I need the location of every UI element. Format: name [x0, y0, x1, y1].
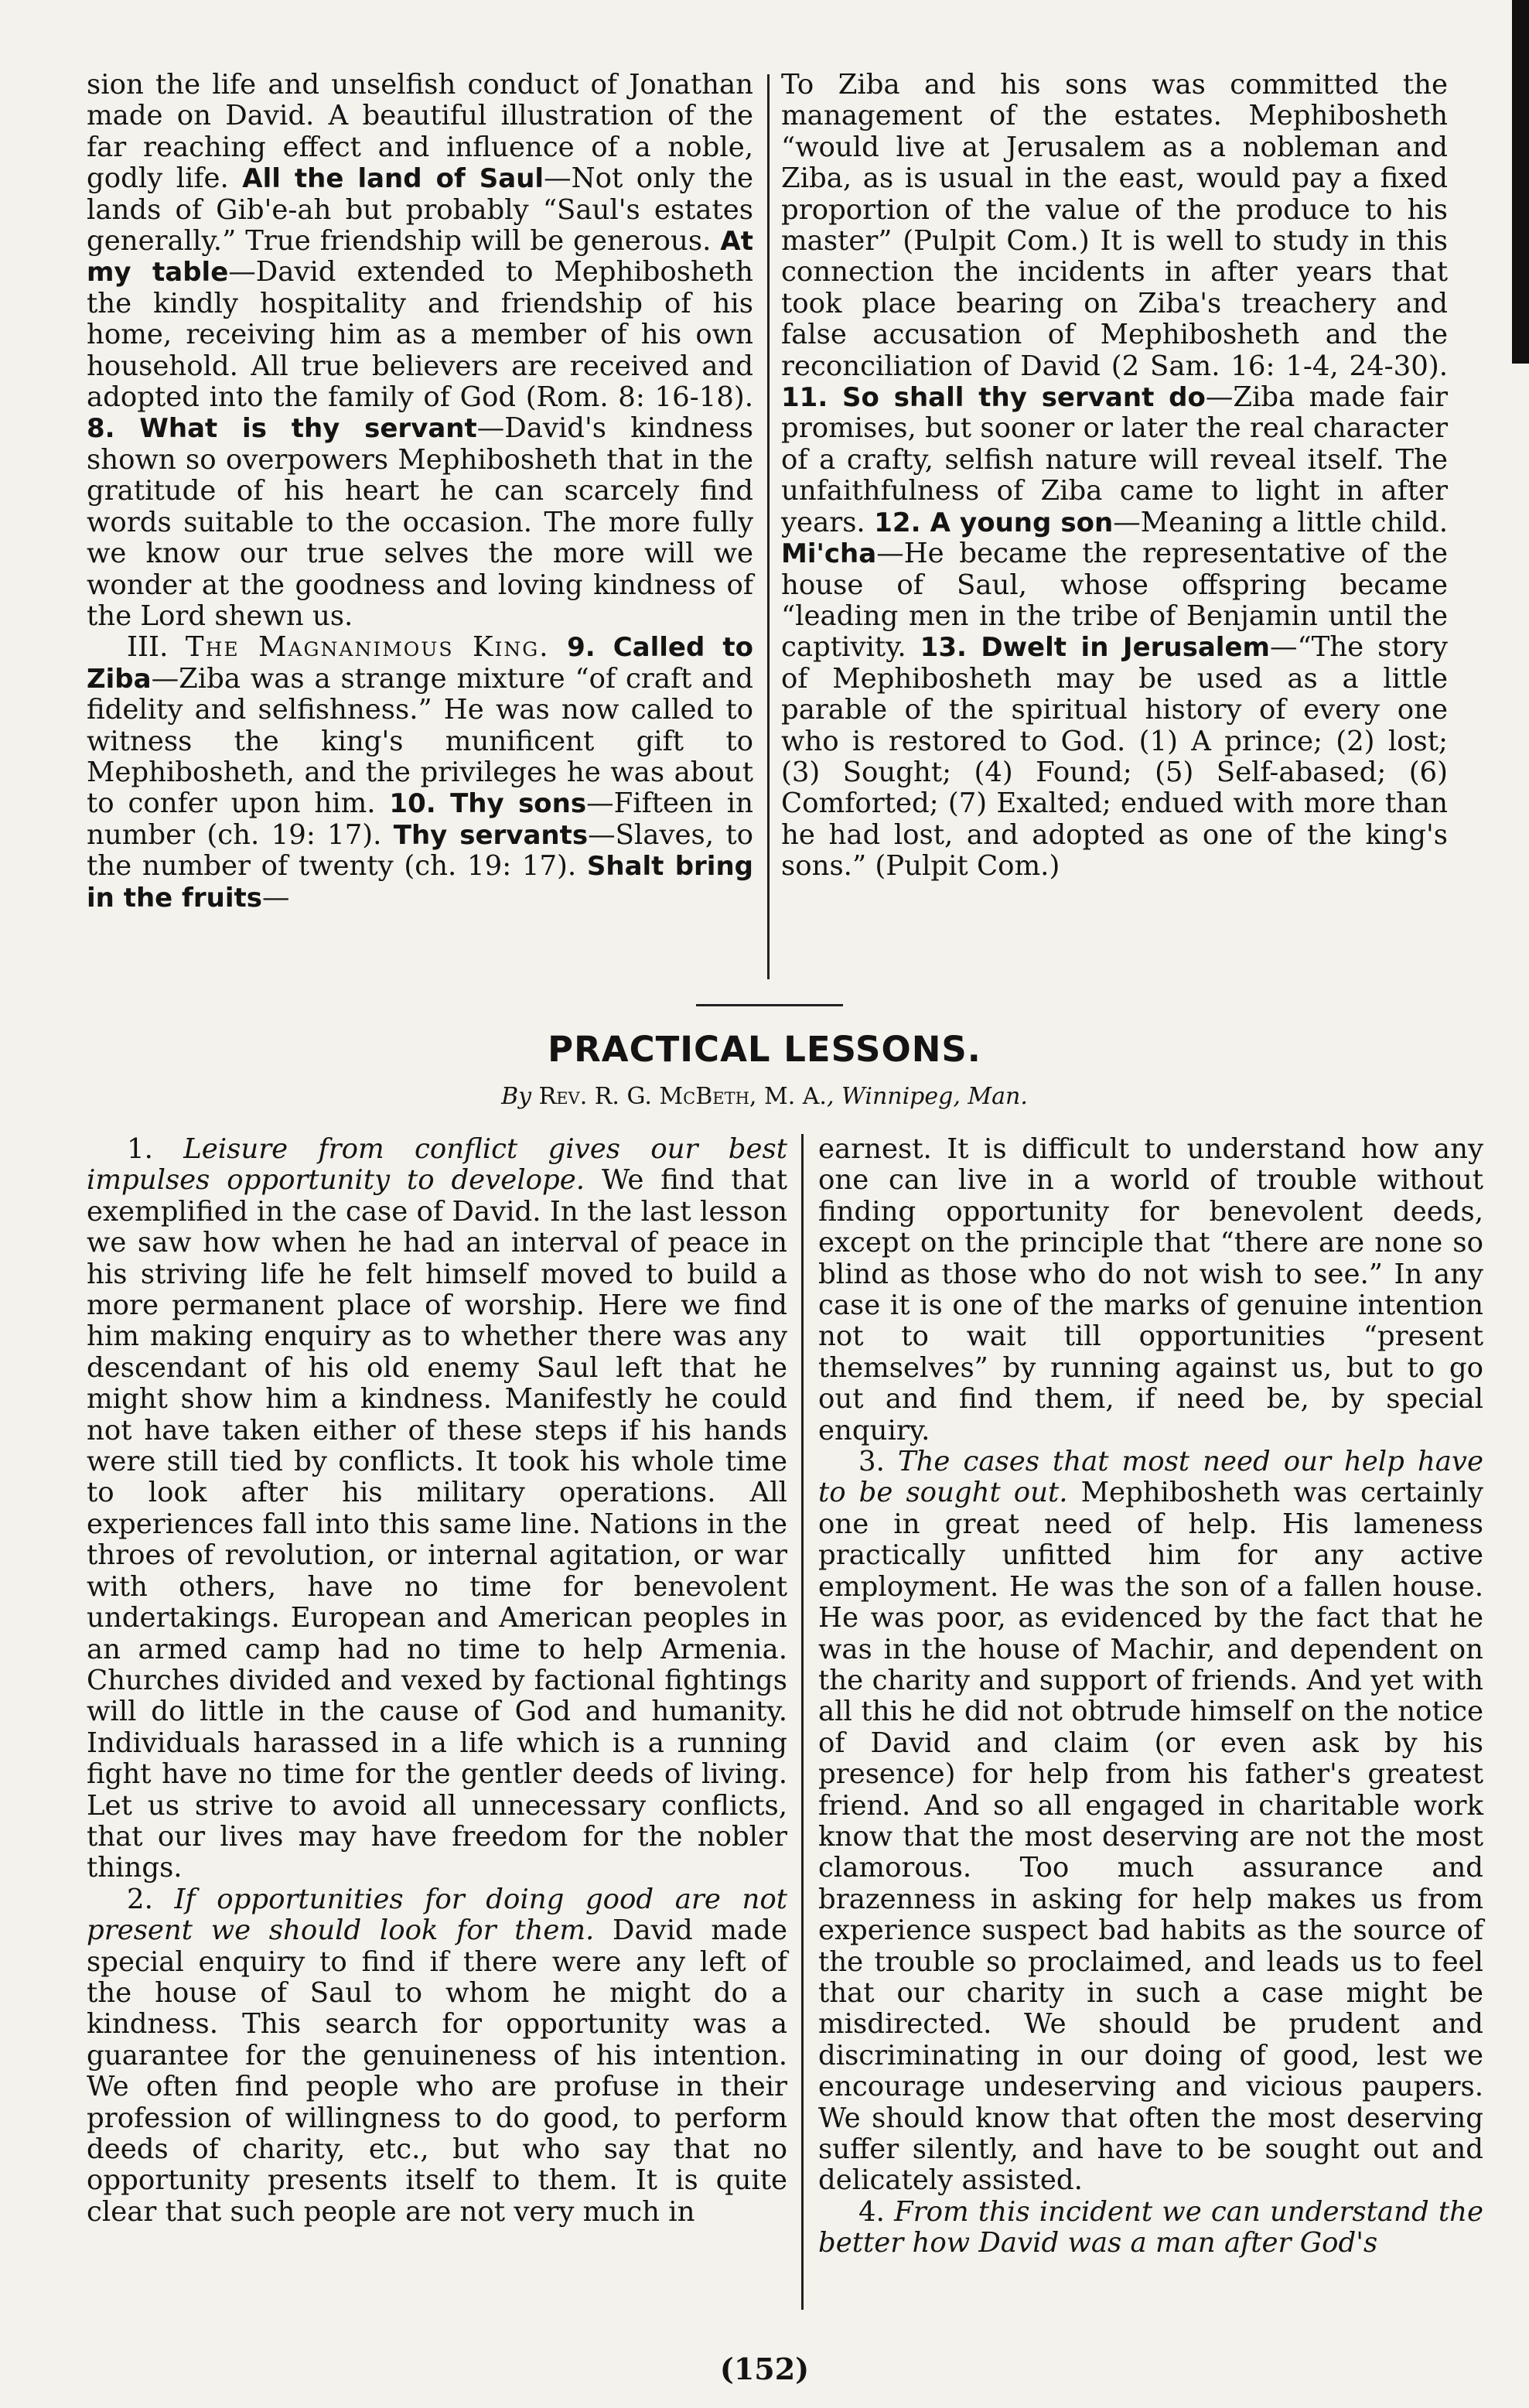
top-left-column [87, 70, 753, 914]
verse-heading: All the land of Saul [242, 163, 544, 195]
verse-heading: 8. What is thy servant [87, 413, 477, 445]
lesson-paragraph: 1. Leisure from conflict gives our best impulses opportunity to develope. We find that exemplified in the case of David. In the last lesson we saw how when he had an interval of peace in his striving life he felt himself moved to build a more permanent place of worship. Here we find him making enquiry as to whether there was any descendant of his old enemy Saul left that he might show him a kindness. Manifestly he could not have taken either of these steps if his hands were still tied by conflicts. It took his whole time to look after his military operations. All experiences fall into this same line. Nations in the throes of revolution, or internal agitation, or war with others, have no time for benevolent undertakings. European and American peoples in an armed camp had no time to help Armenia. Churches divided and vexed by factional fightings will do little in the cause of God and humanity. Individuals harassed in a life which is a running fight have no time for the gentler deeds of living. Let us strive to avoid all unnecessary conflicts, that our lives may have freedom for the nobler things. [87, 1133, 787, 1884]
commentary-paragraph: To Ziba and his sons was committed the management of the estates. Mephibosheth “would live at Jerusalem as a nobleman and Ziba, as is usual in the east, would pay a fixed proportion of the value of the produce to his master” (Pulpit Com.) It is well to study in this connection the incidents in after years that took place bearing on Ziba's treachery and false accusation of Mephibosheth and the reconciliation of David (2 Sam. 16: 1-4, 24-30). 11. So shall thy servant do—Ziba made fair promises, but sooner or later the real character of a crafty, selfish nature will reveal itself. The unfaithfulness of Ziba came to light in after years. 12. A young son—Meaning a little child. Mi'cha—He became the representative of the house of Saul, whose offspring became “leading men in the tribe of Benjamin until the captivity. 13. Dwelt in Jerusalem—“The story of Mephibosheth may be used as a little parable of the spiritual history of every one who is restored to God. (1) A prince; (2) lost; (3) Sought; (4) Found; (5) Self-abased; (6) Comforted; (7) Exalted; endued with more than he had lost, and adopted as one of the king's sons.” (Pulpit Com.) [781, 69, 1449, 883]
lesson-heading: The cases that most need our help have to be sought out. [818, 1446, 1483, 1509]
page-edge-shadow [1512, 0, 1529, 364]
lesson-paragraph: 3. The cases that most need our help have to be sought out. Mephibosheth was certainly one in great need of help. His lameness practically unfitted him for any active employment. He was the son of a fallen house. He was poor, as evidenced by the fact that he was in the house of Machir, and dependent on the charity and support of friends. And yet with all this he did not obtrude himself on the notice of David and claim (or even ask by his presence) for help from his father's greatest friend. And so all engaged in charitable work know that the most deserving are not the most clamorous. Too much assurance and brazenness in asking for help makes us from experience suspect bad habits as the source of the trouble so proclaimed, and leads us to feel that our charity in such a case might be misdirected. We should be prudent and discriminating in our doing of good, lest we encourage undeserving and vicious paupers. We should know that often the most deserving suffer silently, and have to be sought out and delicately assisted. [818, 1446, 1483, 2197]
lesson-heading: If opportunities for doing good are not present we should look for them. [87, 1883, 788, 1947]
bottom-left-column [87, 1134, 787, 2228]
commentary-paragraph: III. The Magnanimous King. 9. Called to Ziba—Ziba was a strange mixture “of craft and fidelity and selfishness.” He was now called to witness the king's munificent gift to Mephibosheth, and the privileges he was about to confer upon him. 10. Thy sons—Fifteen in number (ch. 19: 17). Thy servants—Slaves, to the number of twenty (ch. 19: 17). Shalt bring in the fruits— [87, 631, 754, 914]
verse-heading: 12. A young son [874, 507, 1114, 538]
page-number: (152) [719, 2352, 810, 2386]
bottom-right-column [818, 1134, 1483, 2259]
lesson-paragraph: earnest. It is difficult to understand how any one can live in a world of trouble without finding opportunity for benevolent deeds, except on the principle that “there are none so blind as those who do not wish to see.” In any case it is one of the marks of genuine intention not to wait till opportunities “present themselves” by running against us, but to go out and find them, if need be, by special enquiry. [818, 1133, 1483, 1447]
lesson-paragraph: 2. If opportunities for doing good are not present we should look for them. David made special enquiry to find if there were any left of the house of Saul to whom he might do a kindness. This search for opportunity was a guarantee for the genuineness of his intention. We often find people who are profuse in their profession of willingness to do good, to perform deeds of charity, etc., but who say that no opportunity presents itself to them. It is quite clear that such people are not very much in [87, 1883, 788, 2228]
section-heading: The Magnanimous King. [185, 631, 550, 664]
commentary-paragraph: sion the life and unselfish conduct of Jonathan made on David. A beautiful illustration of the far reaching effect and influence of a noble, godly life. All the land of Saul—Not only the lands of Gib'e-ah but probably “Saul's estates generally.” True friendship will be generous. At my table—David extended to Mephibosheth the kindly hospitality and friendship of his home, receiving him as a member of his own household. All true believers are received and adopted into the family of God (Rom. 8: 16-18). 8. What is thy servant—David's kindness shown so overpowers Mephibosheth that in the gratitude of his heart he can scarcely find words suitable to the occasion. The more fully we know our true selves the more will we wonder at the goodness and loving kindness of the Lord shewn us. [87, 69, 753, 632]
column-divider [767, 74, 770, 979]
verse-heading: At my table [87, 226, 753, 289]
section-rule [696, 1004, 843, 1006]
verse-heading: 11. So shall thy servant do [781, 382, 1206, 414]
verse-heading: 13. Dwelt in Jerusalem [920, 632, 1270, 664]
verse-heading: Thy servants [393, 819, 589, 851]
column-divider [801, 1134, 804, 2310]
lesson-heading: Leisure from conflict gives our best impulses opportunity to develope. [87, 1133, 787, 1197]
verse-heading: 9. Called to Ziba [87, 632, 754, 695]
top-right-column [781, 70, 1448, 883]
verse-heading: Mi'cha [781, 538, 877, 570]
author-byline: By Rev. R. G. McBeth, M. A., Winnipeg, Man. [501, 1083, 1028, 1110]
lesson-heading: From this incident we can understand the better how David was a man after God's [818, 2195, 1484, 2259]
lesson-paragraph: 4. From this incident we can understand the better how David was a man after God's [818, 2195, 1484, 2259]
section-title: PRACTICAL LESSONS. [548, 1029, 981, 1070]
verse-heading: Shalt bring in the fruits [87, 851, 753, 914]
verse-heading: 10. Thy sons [389, 788, 587, 820]
